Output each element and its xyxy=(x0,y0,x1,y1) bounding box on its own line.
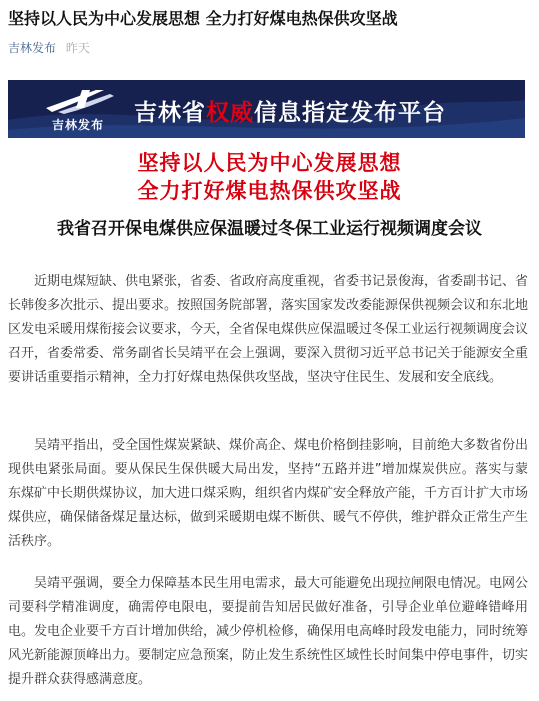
article-meta xyxy=(8,40,90,56)
source-link[interactable]: 吉林发布 xyxy=(8,41,57,55)
body-paragraph-1: 近期电煤短缺、供电紧张，省委、省政府高度重视，省委书记景俊海，省委副书记、省长韩俊多次批示、提出要求。按照国务院部署，落实国家发改委能源保供视频会议和东北地区发电采暖用煤衔接会议要求，今天，全省保电煤供应保温暖过冬保工业运行视频调度会议召开，省委常委、常务副省长吴靖平在会上强调，要深入贯彻习近平总书记关于能源安全重要讲话重要指示精神，全力打好煤电热保供攻坚战，坚决守住民生、发展和安全底线。 xyxy=(8,274,529,385)
logo-mark-icon xyxy=(38,86,118,116)
headline-line-1: 坚持以人民为中心发展思想 xyxy=(137,150,402,175)
banner xyxy=(8,80,525,138)
banner-text-highlight: 权威 xyxy=(206,100,254,126)
article-title: 坚持以人民为中心发展思想 全力打好煤电热保供攻坚战 xyxy=(8,9,398,28)
headline-line-2: 全力打好煤电热保供攻坚战 xyxy=(137,178,402,203)
body-paragraph-2: 吴靖平指出，受全国性煤炭紧缺、煤价高企、煤电价格倒挂影响，目前绝大多数省份出现供电紧张局面。要从保民生保供暖大局出发，坚持“五路并进”增加煤炭供应。落实与蒙东煤矿中长期供煤协议，加大进口煤采购，组织省内煤矿安全释放产能，千方百计扩大市场煤供应，确保储备煤足量达标，做到采暖期电煤不断供、暖气不停供，维护群众正常生产生活秩序。 xyxy=(8,438,529,549)
article-subtitle: 我省召开保电煤供应保温暖过冬保工业运行视频调度会议 xyxy=(57,219,482,239)
publish-time: 昨天 xyxy=(65,41,90,55)
banner-text-prefix: 吉林省 xyxy=(134,100,206,126)
banner-slogan xyxy=(134,94,446,127)
banner-text-suffix: 信息指定发布平台 xyxy=(254,100,446,126)
body-paragraph-3: 吴靖平强调，要全力保障基本民生用电需求，最大可能避免出现拉闸限电情况。电网公司要科学精准调度，确需停电限电，要提前告知居民做好准备，引导企业单位避峰错峰用电。发电企业要千方百计增加供给，减少停机检修，确保用电高峰时段发电能力，同时统筹风光新能源顶峰出力。要制定应急预案，防止发生系统性区域性长时间集中停电事件，切实提升群众获得感满意度。 xyxy=(8,576,529,687)
jilin-fabu-logo xyxy=(38,86,118,134)
logo-text: 吉林发布 xyxy=(51,118,104,132)
